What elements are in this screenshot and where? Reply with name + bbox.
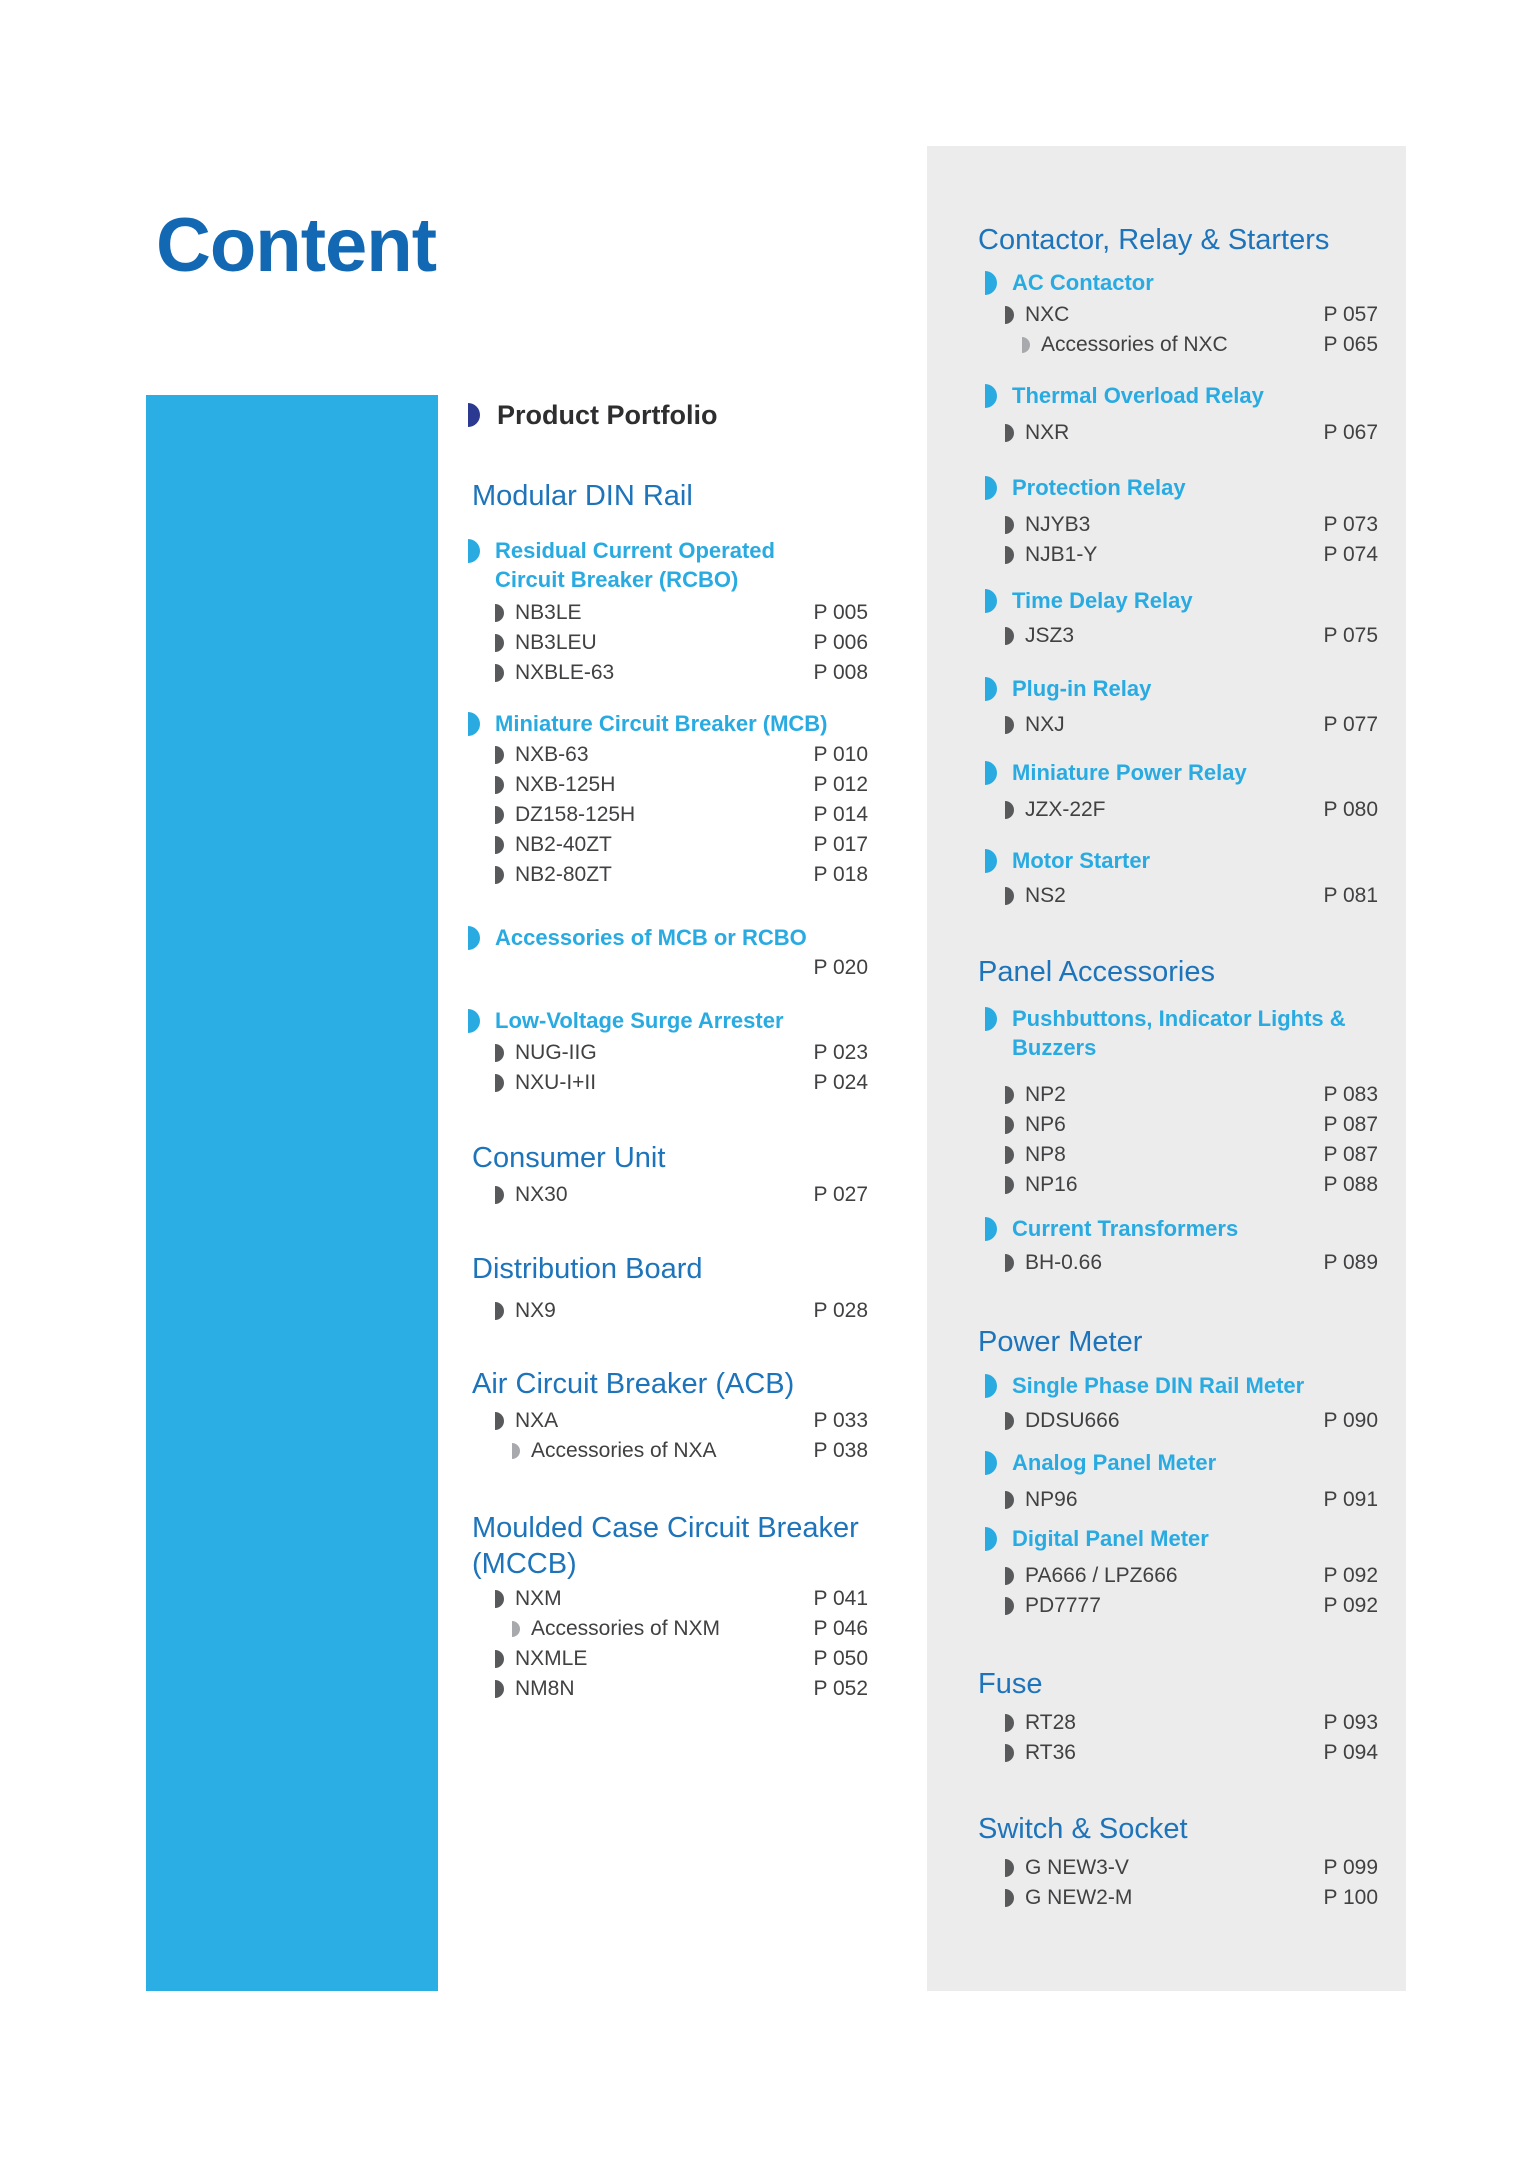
- item-bullet-icon: [1005, 1597, 1014, 1615]
- ac-contactor-items: [978, 300, 1378, 360]
- toc-row: [468, 1674, 868, 1704]
- item-label: Accessories of NXC: [1041, 333, 1228, 356]
- toc-row: [468, 1296, 868, 1326]
- page-number: P 065: [1323, 333, 1378, 356]
- fuse-items: [978, 1708, 1378, 1768]
- toc-row-sub: [978, 330, 1378, 360]
- toc-left-column: [468, 395, 868, 1991]
- section-heading-motor-starter: [978, 846, 1378, 875]
- toc-row: [468, 830, 868, 860]
- toc-row-sub: [468, 1614, 868, 1644]
- page-number: P 023: [813, 1041, 868, 1064]
- item-label: NP16: [1025, 1173, 1078, 1196]
- item-label: NXU-I+II: [515, 1071, 597, 1094]
- item-bullet-icon: [495, 1590, 504, 1608]
- page-number: P 050: [813, 1647, 868, 1670]
- page-number: P 092: [1323, 1594, 1378, 1617]
- item-label: JSZ3: [1025, 624, 1075, 647]
- section-heading-mcb: [468, 709, 868, 738]
- page-number: P 092: [1323, 1564, 1378, 1587]
- page-number: P 100: [1323, 1886, 1378, 1909]
- item-bullet-icon: [495, 836, 504, 854]
- toc-row-sub: [468, 1436, 868, 1466]
- mcb-items: [468, 740, 868, 890]
- item-bullet-icon: [495, 1044, 504, 1062]
- page-number: P 038: [813, 1439, 868, 1462]
- bullet-icon: [468, 403, 480, 427]
- section-title: Current Transformers: [1012, 1216, 1239, 1241]
- item-label: NB3LEU: [515, 631, 597, 654]
- section-bullet-icon: [468, 539, 480, 563]
- toc-row: [978, 1140, 1378, 1170]
- section-title: Pushbuttons, Indicator Lights & Buzzers: [1012, 1006, 1346, 1060]
- item-bullet-icon: [495, 1302, 504, 1320]
- toc-row: [978, 621, 1378, 651]
- toc-row: [978, 881, 1378, 911]
- section-bullet-icon: [985, 1374, 997, 1398]
- item-bullet-icon: [495, 806, 504, 824]
- left-accent-bar: [146, 395, 438, 1991]
- section-title: Single Phase DIN Rail Meter: [1012, 1373, 1305, 1398]
- item-bullet-icon: [1005, 1412, 1014, 1430]
- page-number: P 028: [813, 1299, 868, 1322]
- section-bullet-icon: [468, 926, 480, 950]
- item-label: RT36: [1025, 1741, 1076, 1764]
- item-label: BH-0.66: [1025, 1251, 1103, 1274]
- product-portfolio-label: Product Portfolio: [497, 400, 718, 430]
- section-bullet-icon: [985, 1217, 997, 1241]
- section-title: Thermal Overload Relay: [1012, 383, 1264, 408]
- item-label: NP96: [1025, 1488, 1078, 1511]
- page-number: P 081: [1323, 884, 1378, 907]
- page-number: P 089: [1323, 1251, 1378, 1274]
- toc-row: [978, 710, 1378, 740]
- toc-row-page-only: [468, 953, 868, 983]
- item-label: NM8N: [515, 1677, 575, 1700]
- group-header-mccb: Moulded Case Circuit Breaker (MCCB): [472, 1512, 859, 1580]
- surge-items: [468, 1038, 868, 1098]
- toc-row: [978, 1591, 1378, 1621]
- section-title: Miniature Circuit Breaker (MCB): [495, 711, 828, 736]
- section-heading-pushbuttons: [978, 1004, 1378, 1062]
- toc-row: [978, 1170, 1378, 1200]
- sub-item-bullet-icon: [1022, 337, 1030, 353]
- toc-row: [468, 800, 868, 830]
- group-header-fuse: Fuse: [978, 1668, 1043, 1700]
- toc-row: [978, 1853, 1378, 1883]
- item-label: DZ158-125H: [515, 803, 636, 826]
- page-number: P 091: [1323, 1488, 1378, 1511]
- toc-row: [468, 658, 868, 688]
- item-bullet-icon: [1005, 1714, 1014, 1732]
- item-bullet-icon: [495, 664, 504, 682]
- group-header-acb: Air Circuit Breaker (ACB): [472, 1368, 795, 1400]
- section-title: Low-Voltage Surge Arrester: [495, 1008, 784, 1033]
- item-bullet-icon: [495, 1650, 504, 1668]
- item-bullet-icon: [1005, 887, 1014, 905]
- page-number: P 012: [813, 773, 868, 796]
- item-bullet-icon: [1005, 1116, 1014, 1134]
- page-number: P 077: [1323, 713, 1378, 736]
- toc-row: [978, 540, 1378, 570]
- section-heading-thermal-overload-relay: [978, 381, 1378, 410]
- section-bullet-icon: [985, 1007, 997, 1031]
- page-number: P 093: [1323, 1711, 1378, 1734]
- item-bullet-icon: [1005, 516, 1014, 534]
- item-label: Accessories of NXM: [531, 1617, 721, 1640]
- item-label: PD7777: [1025, 1594, 1101, 1617]
- section-bullet-icon: [468, 1009, 480, 1033]
- page-number: P 008: [813, 661, 868, 684]
- item-label: NS2: [1025, 884, 1066, 907]
- page-number: P 017: [813, 833, 868, 856]
- page-number: P 018: [813, 863, 868, 886]
- toc-row: [978, 1708, 1378, 1738]
- section-heading-protection-relay: [978, 473, 1378, 502]
- page-number: P 067: [1323, 421, 1378, 444]
- page-number: P 080: [1323, 798, 1378, 821]
- acb-items: [468, 1406, 868, 1466]
- toc-row: [468, 628, 868, 658]
- page-number: P 046: [813, 1617, 868, 1640]
- page-number: P 087: [1323, 1113, 1378, 1136]
- section-title: Miniature Power Relay: [1012, 760, 1247, 785]
- toc-row: [468, 740, 868, 770]
- page-number: P 094: [1323, 1741, 1378, 1764]
- toc-row: [978, 1561, 1378, 1591]
- toc-row: [978, 1248, 1378, 1278]
- group-header-contactor-relay-starters: Contactor, Relay & Starters: [978, 224, 1330, 256]
- page-number: P 014: [813, 803, 868, 826]
- page-number: P 099: [1323, 1856, 1378, 1879]
- section-title: AC Contactor: [1012, 270, 1154, 295]
- item-label: PA666 / LPZ666: [1025, 1564, 1178, 1587]
- toc-row: [468, 1038, 868, 1068]
- section-heading-surge-arrester: [468, 1006, 868, 1035]
- item-bullet-icon: [1005, 546, 1014, 564]
- item-label: NXBLE-63: [515, 661, 615, 684]
- toc-row: [468, 860, 868, 890]
- section-heading-ac-contactor: [978, 268, 1378, 297]
- toc-row: [978, 1406, 1378, 1436]
- item-label: NJB1-Y: [1025, 543, 1098, 566]
- mccb-items: [468, 1584, 868, 1704]
- page-number: P 005: [813, 601, 868, 624]
- item-label: NXJ: [1025, 713, 1065, 736]
- item-bullet-icon: [1005, 1086, 1014, 1104]
- section-bullet-icon: [468, 712, 480, 736]
- page-number: P 027: [813, 1183, 868, 1206]
- section-bullet-icon: [985, 1527, 997, 1551]
- toc-row: [978, 510, 1378, 540]
- section-bullet-icon: [985, 271, 997, 295]
- section-heading-digital-panel-meter: [978, 1524, 1378, 1553]
- section-title: Plug-in Relay: [1012, 676, 1152, 701]
- item-label: NXB-125H: [515, 773, 616, 796]
- toc-row: [978, 1738, 1378, 1768]
- toc-row: [978, 1110, 1378, 1140]
- section-heading-analog-panel-meter: [978, 1448, 1378, 1477]
- item-label: NP6: [1025, 1113, 1066, 1136]
- item-bullet-icon: [1005, 1176, 1014, 1194]
- item-label: NXMLE: [515, 1647, 588, 1670]
- toc-right-column: [978, 146, 1378, 1991]
- item-bullet-icon: [1005, 627, 1014, 645]
- page-number: P 052: [813, 1677, 868, 1700]
- item-bullet-icon: [1005, 1744, 1014, 1762]
- item-bullet-icon: [495, 1186, 504, 1204]
- item-label: RT28: [1025, 1711, 1076, 1734]
- page-number: P 074: [1323, 543, 1378, 566]
- section-title: Digital Panel Meter: [1012, 1526, 1209, 1551]
- item-label: NXC: [1025, 303, 1070, 326]
- item-label: NX9: [515, 1299, 556, 1322]
- section-title: Protection Relay: [1012, 475, 1186, 500]
- group-header-consumer-unit: Consumer Unit: [472, 1142, 666, 1174]
- section-title: Motor Starter: [1012, 848, 1151, 873]
- item-bullet-icon: [1005, 1859, 1014, 1877]
- item-bullet-icon: [495, 1074, 504, 1092]
- item-label: NX30: [515, 1183, 568, 1206]
- item-label: Accessories of NXA: [531, 1439, 717, 1462]
- section-title: Analog Panel Meter: [1012, 1450, 1217, 1475]
- page-number: P 090: [1323, 1409, 1378, 1432]
- item-label: NXB-63: [515, 743, 589, 766]
- toc-row: [978, 300, 1378, 330]
- item-bullet-icon: [1005, 1146, 1014, 1164]
- page-number: P 073: [1323, 513, 1378, 536]
- toc-row: [978, 418, 1378, 448]
- toc-row: [978, 1080, 1378, 1110]
- page-title: Content: [156, 203, 437, 288]
- item-label: G NEW3-V: [1025, 1856, 1129, 1879]
- item-bullet-icon: [1005, 801, 1014, 819]
- group-header-panel-accessories: Panel Accessories: [978, 956, 1215, 988]
- item-label: NP8: [1025, 1143, 1066, 1166]
- page-number: P 057: [1323, 303, 1378, 326]
- item-bullet-icon: [1005, 1889, 1014, 1907]
- section-title: Residual Current Operated Circuit Breaker (RCBO): [495, 538, 775, 592]
- item-bullet-icon: [1005, 1491, 1014, 1509]
- item-label: NUG-IIG: [515, 1041, 597, 1064]
- page-number: P 075: [1323, 624, 1378, 647]
- group-header-distribution-board: Distribution Board: [472, 1253, 703, 1285]
- item-label: DDSU666: [1025, 1409, 1120, 1432]
- item-label: NP2: [1025, 1083, 1066, 1106]
- item-bullet-icon: [1005, 716, 1014, 734]
- page-number: P 006: [813, 631, 868, 654]
- page-number: P 024: [813, 1071, 868, 1094]
- section-heading-miniature-power-relay: [978, 758, 1378, 787]
- page-number: P 020: [813, 956, 868, 979]
- sub-item-bullet-icon: [512, 1443, 520, 1459]
- group-header-switch-socket: Switch & Socket: [978, 1813, 1188, 1845]
- section-bullet-icon: [985, 849, 997, 873]
- item-bullet-icon: [495, 1412, 504, 1430]
- item-label: NB2-40ZT: [515, 833, 612, 856]
- toc-row: [468, 598, 868, 628]
- toc-row: [468, 1644, 868, 1674]
- item-bullet-icon: [495, 634, 504, 652]
- toc-row: [978, 795, 1378, 825]
- section-bullet-icon: [985, 677, 997, 701]
- digital-meter-items: [978, 1561, 1378, 1621]
- page-number: P 010: [813, 743, 868, 766]
- rcbo-items: [468, 598, 868, 688]
- item-label: NXR: [1025, 421, 1070, 444]
- item-bullet-icon: [1005, 1254, 1014, 1272]
- section-heading-plug-in-relay: [978, 674, 1378, 703]
- switch-socket-items: [978, 1853, 1378, 1913]
- section-heading-accessories-mcb: [468, 923, 868, 952]
- protection-relay-items: [978, 510, 1378, 570]
- section-title: Time Delay Relay: [1012, 588, 1193, 613]
- section-heading-single-phase-meter: [978, 1371, 1378, 1400]
- group-header-modular-din-rail: Modular DIN Rail: [472, 480, 693, 512]
- item-label: NB3LE: [515, 601, 582, 624]
- page-number: P 088: [1323, 1173, 1378, 1196]
- item-bullet-icon: [495, 866, 504, 884]
- product-portfolio-heading: [468, 398, 868, 432]
- item-label: G NEW2-M: [1025, 1886, 1133, 1909]
- item-bullet-icon: [495, 604, 504, 622]
- toc-row: [468, 770, 868, 800]
- item-bullet-icon: [1005, 1567, 1014, 1585]
- sub-item-bullet-icon: [512, 1621, 520, 1637]
- group-header-power-meter: Power Meter: [978, 1326, 1143, 1358]
- item-bullet-icon: [495, 1680, 504, 1698]
- toc-row: [468, 1584, 868, 1614]
- toc-row: [978, 1883, 1378, 1913]
- item-label: NXA: [515, 1409, 559, 1432]
- item-bullet-icon: [1005, 424, 1014, 442]
- toc-row: [468, 1180, 868, 1210]
- page-number: P 087: [1323, 1143, 1378, 1166]
- section-bullet-icon: [985, 1451, 997, 1475]
- section-bullet-icon: [985, 384, 997, 408]
- page-number: P 083: [1323, 1083, 1378, 1106]
- page-number: P 041: [813, 1587, 868, 1610]
- pushbutton-items: [978, 1080, 1378, 1200]
- item-bullet-icon: [495, 776, 504, 794]
- section-bullet-icon: [985, 476, 997, 500]
- item-label: NB2-80ZT: [515, 863, 612, 886]
- item-label: NJYB3: [1025, 513, 1091, 536]
- section-bullet-icon: [985, 761, 997, 785]
- section-title: Accessories of MCB or RCBO: [495, 925, 807, 950]
- toc-row: [468, 1406, 868, 1436]
- item-label: JZX-22F: [1025, 798, 1106, 821]
- item-label: NXM: [515, 1587, 562, 1610]
- section-heading-rcbo: [468, 536, 868, 594]
- section-heading-time-delay-relay: [978, 586, 1378, 615]
- item-bullet-icon: [1005, 306, 1014, 324]
- toc-row: [468, 1068, 868, 1098]
- page-number: P 033: [813, 1409, 868, 1432]
- item-bullet-icon: [495, 746, 504, 764]
- toc-row: [978, 1485, 1378, 1515]
- section-heading-current-transformers: [978, 1214, 1378, 1243]
- section-bullet-icon: [985, 589, 997, 613]
